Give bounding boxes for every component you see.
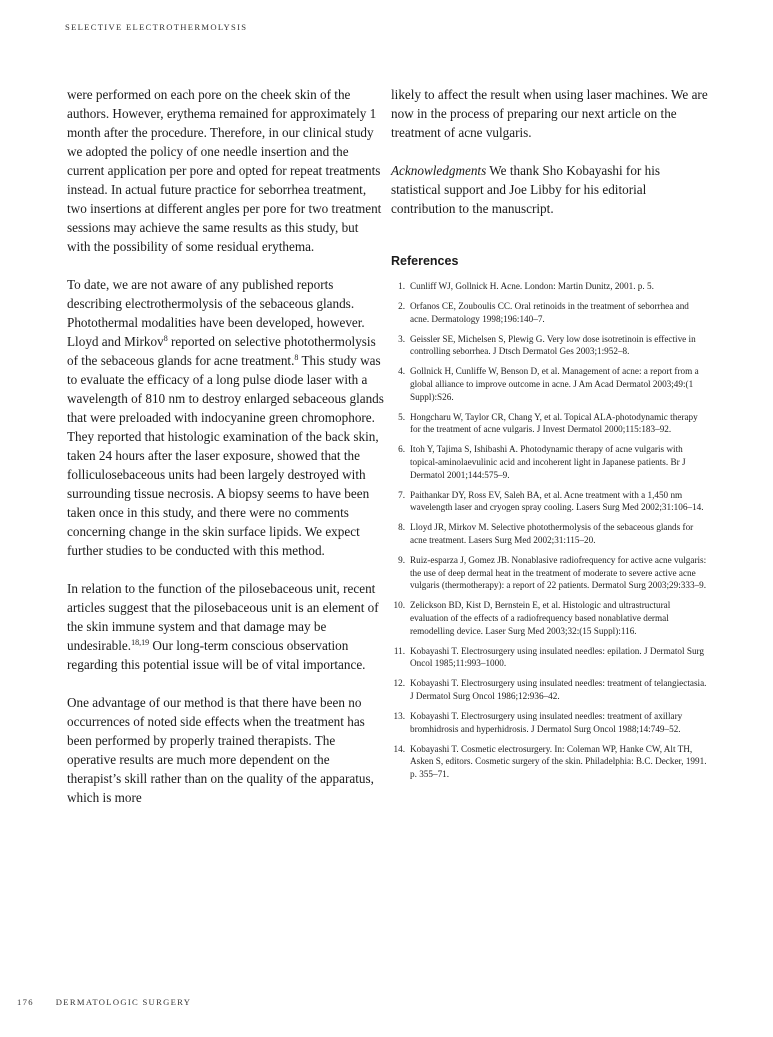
paragraph bbox=[67, 579, 385, 674]
right-column bbox=[391, 85, 709, 788]
reference-number: 14. bbox=[393, 743, 405, 754]
reference-number: 10. bbox=[393, 600, 405, 611]
reference-text: Kobayashi T. Cosmetic electrosurgery. In: Coleman WP, Hanke CW, Alt TH, Asken S, editors. Cosmetic surgery of the skin. Philadelphia: B.C. Decker, 1991. p. 355–71. bbox=[410, 743, 707, 779]
paragraph-text: Our long-term conscious observation regarding this potential issue will be of vital importance. bbox=[67, 638, 366, 672]
paragraph bbox=[67, 275, 385, 560]
references-heading: References bbox=[391, 254, 459, 268]
reference-text: Hongcharu W, Taylor CR, Chang Y, et al. Topical ALA-photodynamic therapy for the treatment of acne vulgaris. J Invest Dermatol 2000;115:183–92. bbox=[410, 411, 698, 435]
reference-text: Itoh Y, Tajima S, Ishibashi A. Photodynamic therapy of acne vulgaris with topical-aminolaevulinic acid and incoherent light in Japanese patients. Br J Dermatol 2001;144:575–9. bbox=[410, 444, 686, 480]
citation: 8 bbox=[294, 353, 299, 362]
reference-item bbox=[391, 411, 709, 436]
paragraph-text: In relation to the function of the pilosebaceous unit, recent articles suggest that the pilosebaceous unit is an element of the skin immune system and that damage may be undesirable. bbox=[67, 581, 379, 653]
acknowledgments-text: We thank Sho Kobayashi for his statistical support and Joe Libby for his editorial contribution to the manuscript. bbox=[391, 163, 660, 216]
page-footer bbox=[17, 997, 191, 1007]
reference-item bbox=[391, 521, 709, 546]
reference-number: 1. bbox=[398, 281, 405, 291]
citation: 8 bbox=[163, 334, 168, 343]
reference-item bbox=[391, 743, 709, 781]
reference-item bbox=[391, 554, 709, 592]
reference-item bbox=[391, 710, 709, 735]
paragraph: One advantage of our method is that there have been no occurrences of noted side effects when the treatment has been performed by properly trained therapists. The operative results are much more dependent on the therapist’s skill rather than on the quality of the apparatus, which is more bbox=[67, 695, 374, 805]
reference-text: Paithankar DY, Ross EV, Saleh BA, et al. Acne treatment with a 1,450 nm wavelength laser and cryogen spray cooling. Lasers Surg Med 2002;31:106–14. bbox=[410, 489, 704, 513]
reference-text: Geissler SE, Michelsen S, Plewig G. Very low dose isotretinoin is effective in controlling seborrhea. J Dtsch Dermatol Ges 2003;1:952–8. bbox=[410, 333, 696, 357]
paragraph-text: reported on selective photothermolysis of the sebaceous glands for acne treatment. bbox=[67, 334, 376, 368]
reference-item bbox=[391, 280, 709, 293]
reference-item bbox=[391, 443, 709, 481]
reference-number: 7. bbox=[398, 489, 405, 500]
reference-number: 8. bbox=[398, 522, 405, 533]
reference-number: 12. bbox=[393, 678, 405, 689]
reference-item bbox=[391, 677, 709, 702]
reference-text: Ruiz-esparza J, Gomez JB. Nonablasive radiofrequency for active acne vulgaris: the use of deep dermal heat in the treatment of moderate to severe active acne vulgaris (thermotherapy): a report of 22 patients. Dermatol Surg 2003;29:333–9. bbox=[410, 555, 707, 591]
reference-text: Gollnick H, Cunliffe W, Benson D, et al. Management of acne: a report from a global alliance to improve outcome in acne. J Am Acad Dermatol 2003;49:(1 Suppl):S26. bbox=[410, 366, 699, 402]
acknowledgments-label: Acknowledgments bbox=[391, 163, 487, 178]
running-head: SELECTIVE ELECTROTHERMOLYSIS bbox=[65, 22, 248, 32]
reference-text: Kobayashi T. Electrosurgery using insulated needles: treatment of axillary bromhidrosis and hyperhidrosis. J Dermatol Surg Oncol 1988;14:749–52. bbox=[410, 711, 683, 734]
left-column bbox=[67, 85, 385, 826]
paragraph-text: To date, we are not aware of any published reports describing electrothermolysis of the sebaceous glands. Photothermal modalities have been developed, however. Lloyd and Mirkov bbox=[67, 277, 365, 349]
reference-text: Kobayashi T. Electrosurgery using insulated needles: treatment of telangiectasia. J Dermatol Surg Oncol 1986;12:936–42. bbox=[410, 678, 707, 701]
reference-item bbox=[391, 333, 709, 358]
acknowledgments bbox=[391, 161, 709, 218]
citation: 18,19 bbox=[131, 638, 150, 647]
reference-text: Kobayashi T. Electrosurgery using insulated needles: epilation. J Dermatol Surg Oncol 1985;11:993–1000. bbox=[410, 645, 705, 669]
reference-number: 5. bbox=[398, 411, 405, 422]
reference-text: Cunliff WJ, Gollnick H. Acne. London: Martin Dunitz, 2001. p. 5. bbox=[410, 281, 654, 291]
reference-number: 11. bbox=[393, 645, 405, 656]
reference-number: 9. bbox=[398, 555, 405, 566]
reference-item bbox=[391, 365, 709, 403]
reference-number: 13. bbox=[393, 711, 405, 722]
paragraph: likely to affect the result when using laser machines. We are now in the process of preparing our next article on the treatment of acne vulgaris. bbox=[391, 87, 708, 140]
paragraph-text: This study was to evaluate the efficacy of a long pulse diode laser with a wavelength of 810 nm to destroy enlarged sebaceous glands that were preloaded with indocyanine green chromophore. They reported that histologic examination of the back skin, taken 24 hours after the laser exposure, showed that the folliculosebaceous units had been largely destroyed with surrounding tissue necrosis. A biopsy seems to have been taken once in this study, and there were no comments concerning change in the skin surface lipids. We expect further studies to be conducted with this method. bbox=[67, 353, 384, 558]
paragraph: were performed on each pore on the cheek skin of the authors. However, erythema remained for approximately 1 month after the procedure. Therefore, in our clinical study we adopted the policy of one needle insertion and the current application per pore and opted for repeat treatments instead. In actual future practice for seborrhea treatment, two insertions at different angles per pore for two treatment sessions may achieve the same results as this study, but with the possibility of some residual erythema. bbox=[67, 87, 382, 254]
reference-text: Zelickson BD, Kist D, Bernstein E, et al. Histologic and ultrastructural evaluation of the effects of a radiofrequency based nonablative dermal remodelling device. Laser Surg Med 2003;32:(15 Suppl):116. bbox=[410, 600, 671, 636]
reference-item bbox=[391, 300, 709, 325]
reference-item bbox=[391, 599, 709, 637]
reference-text: Lloyd JR, Mirkov M. Selective photothermolysis of the sebaceous glands for acne treatment. Lasers Surg Med 2002;31:115–20. bbox=[410, 522, 694, 545]
reference-number: 4. bbox=[398, 366, 405, 377]
reference-item bbox=[391, 489, 709, 514]
page-number: 176 bbox=[17, 997, 34, 1007]
reference-number: 3. bbox=[398, 333, 405, 344]
reference-list bbox=[391, 280, 709, 781]
reference-number: 2. bbox=[398, 301, 405, 312]
reference-number: 6. bbox=[398, 444, 405, 455]
reference-text: Orfanos CE, Zouboulis CC. Oral retinoids in the treatment of seborrhea and acne. Dermatology 1998;196:140–7. bbox=[410, 301, 689, 324]
journal-name: DERMATOLOGIC SURGERY bbox=[55, 997, 192, 1007]
reference-item bbox=[391, 645, 709, 670]
